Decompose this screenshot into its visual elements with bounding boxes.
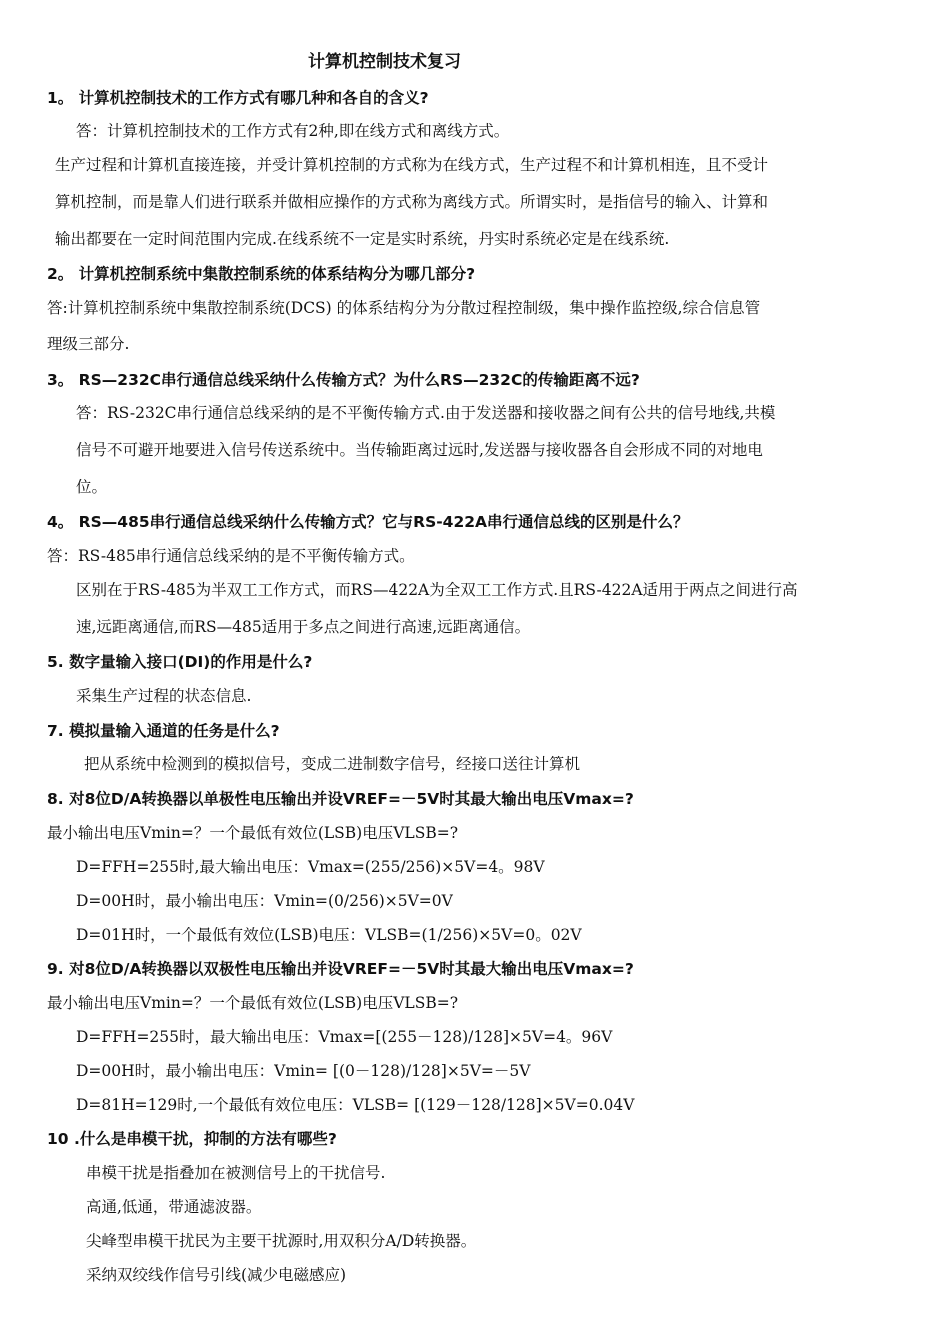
question-1: 1。 计算机控制技术的工作方式有哪几种和各自的含义?: [47, 89, 429, 107]
answer-line: D=01H时，一个最低有效位(LSB)电压：VLSB=(1/256)×5V=0。02V: [76, 926, 582, 944]
answer-line: 算机控制，而是靠人们进行联系并做相应操作的方式称为离线方式。所谓实时，是指信号的输入、计算和: [55, 193, 769, 211]
question-9: 9. 对8位D/A转换器以双极性电压输出并设VREF=－5V时其最大输出电压Vmax=?: [47, 960, 634, 978]
answer-line: 区别在于RS-485为半双工工作方式，而RS—422A为全双工工作方式.且RS-422A适用于两点之间进行高: [76, 581, 798, 599]
answer-line: 答：RS-232C串行通信总线采纳的是不平衡传输方式.由于发送器和接收器之间有公共的信号地线,共模: [76, 404, 776, 422]
question-10: 10 .什么是串模干扰，抑制的方法有哪些?: [47, 1130, 337, 1148]
answer-line: D=81H=129时,一个最低有效位电压：VLSB= [(129－128/128]×5V=0.04V: [76, 1096, 635, 1114]
answer-line: 答:计算机控制系统中集散控制系统(DCS) 的体系结构分为分散过程控制级，集中操作监控级,综合信息管: [47, 299, 761, 317]
answer-line: 生产过程和计算机直接连接，并受计算机控制的方式称为在线方式，生产过程不和计算机相连，且不受计: [55, 156, 769, 174]
answer-line: 信号不可避开地要进入信号传送系统中。当传输距离过远时,发送器与接收器各自会形成不同的对地电: [76, 441, 763, 459]
question-4: 4。 RS—485串行通信总线采纳什么传输方式？它与RS-422A串行通信总线的区别是什么？: [47, 513, 689, 531]
page-title: 计算机控制技术复习: [308, 52, 461, 72]
answer-line: 答：计算机控制技术的工作方式有2种,即在线方式和离线方式。: [76, 122, 510, 140]
answer-line: 速,远距离通信,而RS—485适用于多点之间进行高速,远距离通信。: [76, 618, 531, 636]
answer-line: D=00H时，最小输出电压：Vmin=(0/256)×5V=0V: [76, 892, 453, 910]
answer-line: 位。: [76, 478, 108, 496]
question-9-sub: 最小输出电压Vmin=？一个最低有效位(LSB)电压VLSB=?: [47, 994, 459, 1012]
answer-line: 采纳双绞线作信号引线(减少电磁感应): [86, 1266, 347, 1284]
answer-line: 采集生产过程的状态信息.: [76, 687, 252, 705]
answer-line: D=00H时，最小输出电压：Vmin= [(0－128)/128]×5V=－5V: [76, 1062, 531, 1080]
question-7: 7. 模拟量输入通道的任务是什么?: [47, 722, 280, 740]
answer-line: 答：RS-485串行通信总线采纳的是不平衡传输方式。: [47, 547, 415, 565]
question-2: 2。 计算机控制系统中集散控制系统的体系结构分为哪几部分?: [47, 265, 476, 283]
answer-line: D=FFH=255时，最大输出电压：Vmax=[(255－128)/128]×5V=4。96V: [76, 1028, 613, 1046]
answer-line: D=FFH=255时,最大输出电压：Vmax=(255/256)×5V=4。98V: [76, 858, 545, 876]
answer-line: 高通,低通，带通滤波器。: [86, 1198, 262, 1216]
answer-line: 输出都要在一定时间范围内完成.在线系统不一定是实时系统，丹实时系统必定是在线系统.: [55, 230, 670, 248]
question-3: 3。 RS—232C串行通信总线采纳什么传输方式？为什么RS—232C的传输距离不远?: [47, 371, 640, 389]
answer-line: 理级三部分.: [47, 335, 130, 353]
question-5: 5. 数字量输入接口(DI)的作用是什么?: [47, 653, 313, 671]
answer-line: 串模干扰是指叠加在被测信号上的干扰信号.: [86, 1164, 386, 1182]
answer-line: 把从系统中检测到的模拟信号，变成二进制数字信号，经接口送往计算机: [84, 755, 581, 773]
answer-line: 尖峰型串模干扰民为主要干扰源时,用双积分A/D转换器。: [86, 1232, 477, 1250]
question-8: 8. 对8位D/A转换器以单极性电压输出并设VREF=－5V时其最大输出电压Vmax=?: [47, 790, 634, 808]
question-8-sub: 最小输出电压Vmin=？一个最低有效位(LSB)电压VLSB=?: [47, 824, 459, 842]
